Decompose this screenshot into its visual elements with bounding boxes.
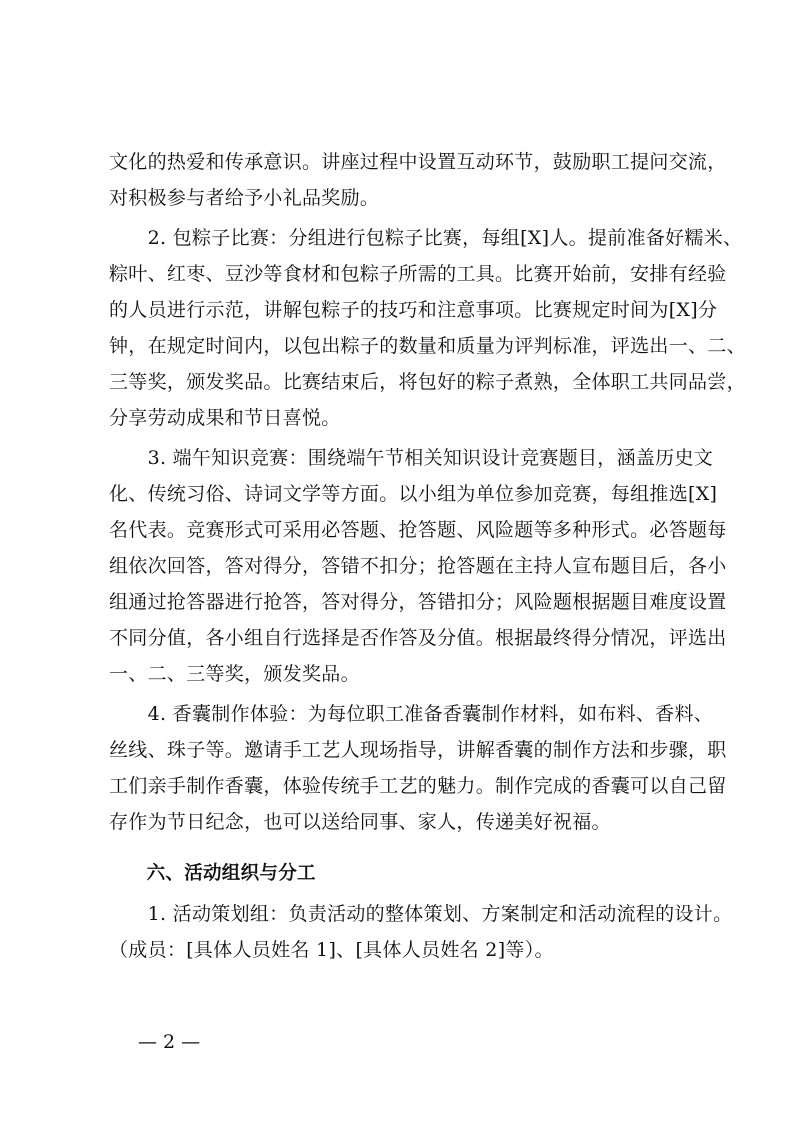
paragraph-line: 不同分值，各小组自行选择是否作答及分值。根据最终得分情况，评选出 (109, 627, 727, 649)
paragraph-line: 的人员进行示范，讲解包粽子的技巧和注意事项。比赛规定时间为[X]分 (109, 299, 718, 321)
paragraph-line: 钟，在规定时间内，以包出粽子的数量和质量为评判标准，评选出一、二、 (109, 335, 746, 357)
page-number: — 2 — (138, 1031, 201, 1053)
paragraph-line: 化、传统习俗、诗词文学等方面。以小组为单位参加竞赛，每组推选[X] (109, 483, 718, 505)
paragraph-line: 组通过抢答器进行抢答，答对得分，答错扣分；风险题根据题目难度设置 (109, 591, 727, 613)
paragraph-line: 一、二、三等奖，颁发奖品。 (109, 663, 360, 685)
paragraph-line: 粽叶、红枣、豆沙等食材和包粽子所需的工具。比赛开始前，安排有经验 (109, 263, 727, 285)
paragraph-line: 分享劳动成果和节日喜悦。 (109, 407, 341, 429)
paragraph-line: （成员：[具体人员姓名 1]、[具体人员姓名 2]等）。 (109, 939, 554, 961)
paragraph-line: 文化的热爱和传承意识。讲座过程中设置互动环节，鼓励职工提问交流， (109, 151, 727, 173)
paragraph-line: 4. 香囊制作体验：为每位职工准备香囊制作材料，如布料、香料、 (109, 703, 714, 725)
paragraph-line: 对积极参与者给予小礼品奖励。 (109, 187, 380, 209)
paragraph-line: 工们亲手制作香囊，体验传统手工艺的魅力。制作完成的香囊可以自己留 (109, 775, 727, 797)
paragraph-line: 名代表。竞赛形式可采用必答题、抢答题、风险题等多种形式。必答题每 (109, 519, 727, 541)
paragraph-line: 组依次回答，答对得分，答错不扣分；抢答题在主持人宣布题目后，各小 (109, 555, 727, 577)
paragraph-line: 3. 端午知识竞赛：围绕端午节相关知识设计竞赛题目，涵盖历史文 (109, 447, 714, 469)
paragraph-line: 存作为节日纪念，也可以送给同事、家人，传递美好祝福。 (109, 811, 611, 833)
section-heading: 六、活动组织与分工 (109, 863, 316, 884)
paragraph-line: 三等奖，颁发奖品。比赛结束后，将包好的粽子煮熟，全体职工共同品尝， (109, 371, 746, 393)
paragraph-line: 1. 活动策划组：负责活动的整体策划、方案制定和活动流程的设计。 (109, 903, 733, 925)
paragraph-line: 2. 包粽子比赛：分组进行包粽子比赛，每组[X]人。提前准备好糯米、 (109, 227, 743, 249)
paragraph-line: 丝线、珠子等。邀请手工艺人现场指导，讲解香囊的制作方法和步骤，职 (109, 739, 727, 761)
